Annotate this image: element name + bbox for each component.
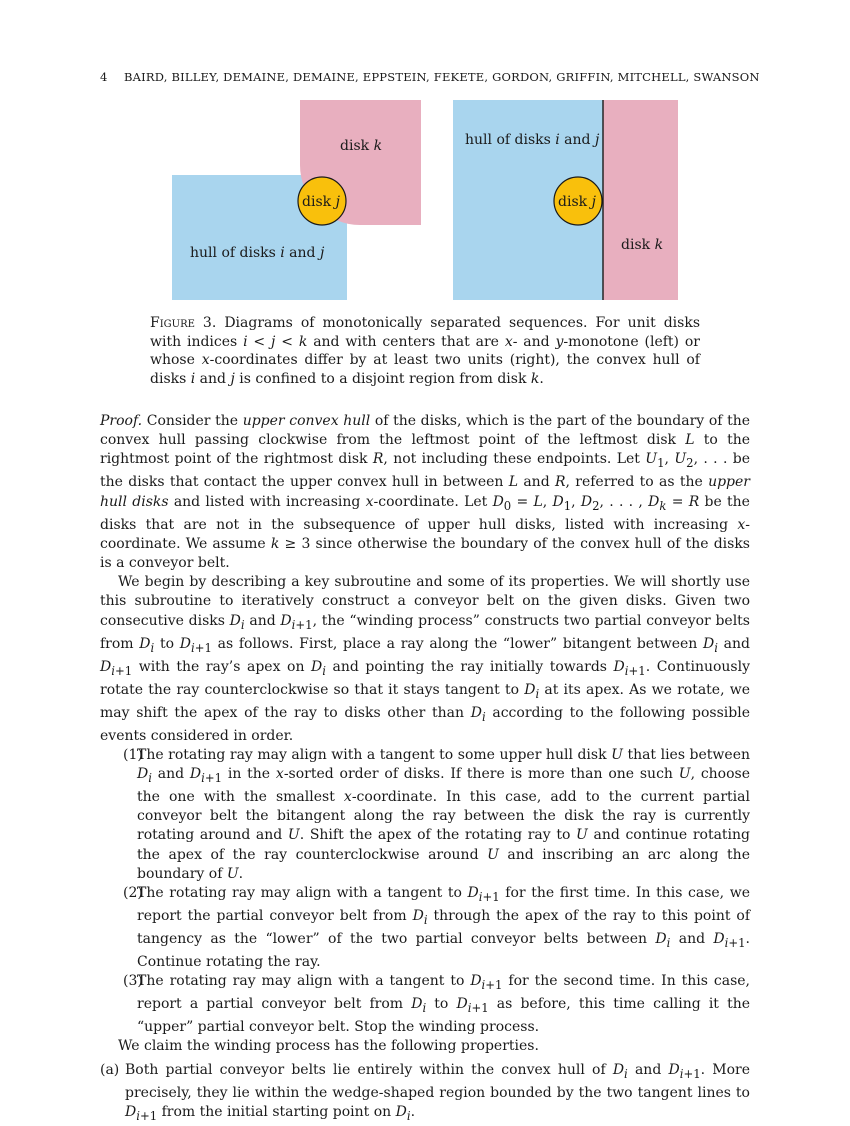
- event-2: (2) The rotating ray may align with a tangent to $D_{i+1}$ for the first time. In this case, we report the partial conveyor belt from $D_i$ through the apex of the ray to this point of tangency as the “lower” of the two partial conveyor belts between $D_i$ and $D_{i+1}$. Continue rotating the ray.: [123, 885, 750, 971]
- author-list: BAIRD, BILLEY, DEMAINE, DEMAINE, EPPSTEIN, FEKETE, GORDON, GRIFFIN, MITCHELL, SWANSON: [124, 70, 760, 84]
- proof-paragraph: Proof. Consider the upper convex hull of the disks, which is the part of the boundary of the convex hull passing clockwise from the leftmost point of the leftmost disk L to the rightmost point of the rightmost disk R, not including these endpoints. Let $U_1$, $U_2$, . . . be the disks that contact the upper convex hull in between L and R, referred to as the upper hull disks and listed with increasing x-coordinate. Let $D_0 = L$, $D_1$, $D_2$, . . . , $D_k = R$ be the disks that are not in the subsequence of upper hull disks, listed with increasing x-coordinate. We assume k ≥ 3 since otherwise the boundary of the convex hull of the disks is a conveyor belt.: [100, 413, 751, 572]
- right-disk-k-label: disk k: [621, 237, 664, 253]
- left-diagram: [172, 100, 421, 300]
- winding-intro-paragraph: We begin by describing a key subroutine and some of its properties. We will shortly use this subroutine to iteratively construct a conveyor belt on the given disks. Given two consecutive disks $D_i$ and $D_{i+1}$, the “winding process” constructs two partial conveyor belts from $D_i$ to $D_{i+1}$ as follows. First, place a ray along the “lower” bitangent between $D_i$ and $D_{i+1}$ with the ray’s apex on $D_i$ and pointing the ray initially towards $D_{i+1}$. Continuously rotate the ray counterclockwise so that it stays tangent to $D_i$ at its apex. As we rotate, we may shift the apex of the ray to disks other than $D_i$ according to the following possible events considered in order.: [100, 574, 751, 744]
- claim-paragraph: We claim the winding process has the following properties.: [118, 1038, 539, 1055]
- left-disk-k-label: disk k: [340, 138, 383, 154]
- property-a: (a) Both partial conveyor belts lie entirely within the convex hull of $D_i$ and $D_{i+1}$. More precisely, they lie within the wedge-shaped region bounded by the two tangent lines to $D_{i+1}$ from the initial starting point on $D_i$.: [100, 1061, 750, 1123]
- event-3: (3) The rotating ray may align with a tangent to $D_{i+1}$ for the second time. In this case, report a partial conveyor belt from $D_i$ to $D_{i+1}$ as before, this time calling it the “upper” partial conveyor belt. Stop the winding process.: [123, 973, 750, 1036]
- right-disk-k-region: [603, 100, 678, 300]
- page-number: 4: [100, 70, 108, 84]
- left-disk-j-label: disk j: [302, 194, 340, 210]
- figure-caption: Figure 3. Diagrams of monotonically separated sequences. For unit disks with indices i < j < k and with centers that are x- and y-monotone (left) or whose x-coordinates differ by at least two units (right), the convex hull of disks i and j is confined to a disjoint region from disk k.: [150, 315, 701, 387]
- body-text: [100, 412, 750, 1126]
- right-disk-j-label: disk j: [558, 194, 596, 210]
- caption-label: Figure 3.: [150, 315, 217, 331]
- event-1: (1) The rotating ray may align with a tangent to some upper hull disk U that lies between $D_i$ and $D_{i+1}$ in the x-sorted order of disks. If there is more than one such U, choose the one with the smallest x-coordinate. In this case, add to the current partial conveyor belt the bitangent along the ray between the disk the ray is currently rotating around and U. Shift the apex of the rotating ray to U and continue rotating the apex of the ray counterclockwise around U and inscribing an arc along the boundary of U.: [123, 746, 751, 882]
- right-diagram: [453, 100, 678, 300]
- left-hull-label: hull of disks i and j: [190, 245, 325, 261]
- event-list: [100, 746, 750, 1038]
- right-hull-label: hull of disks i and j: [465, 132, 600, 148]
- figure-3: [0, 0, 850, 310]
